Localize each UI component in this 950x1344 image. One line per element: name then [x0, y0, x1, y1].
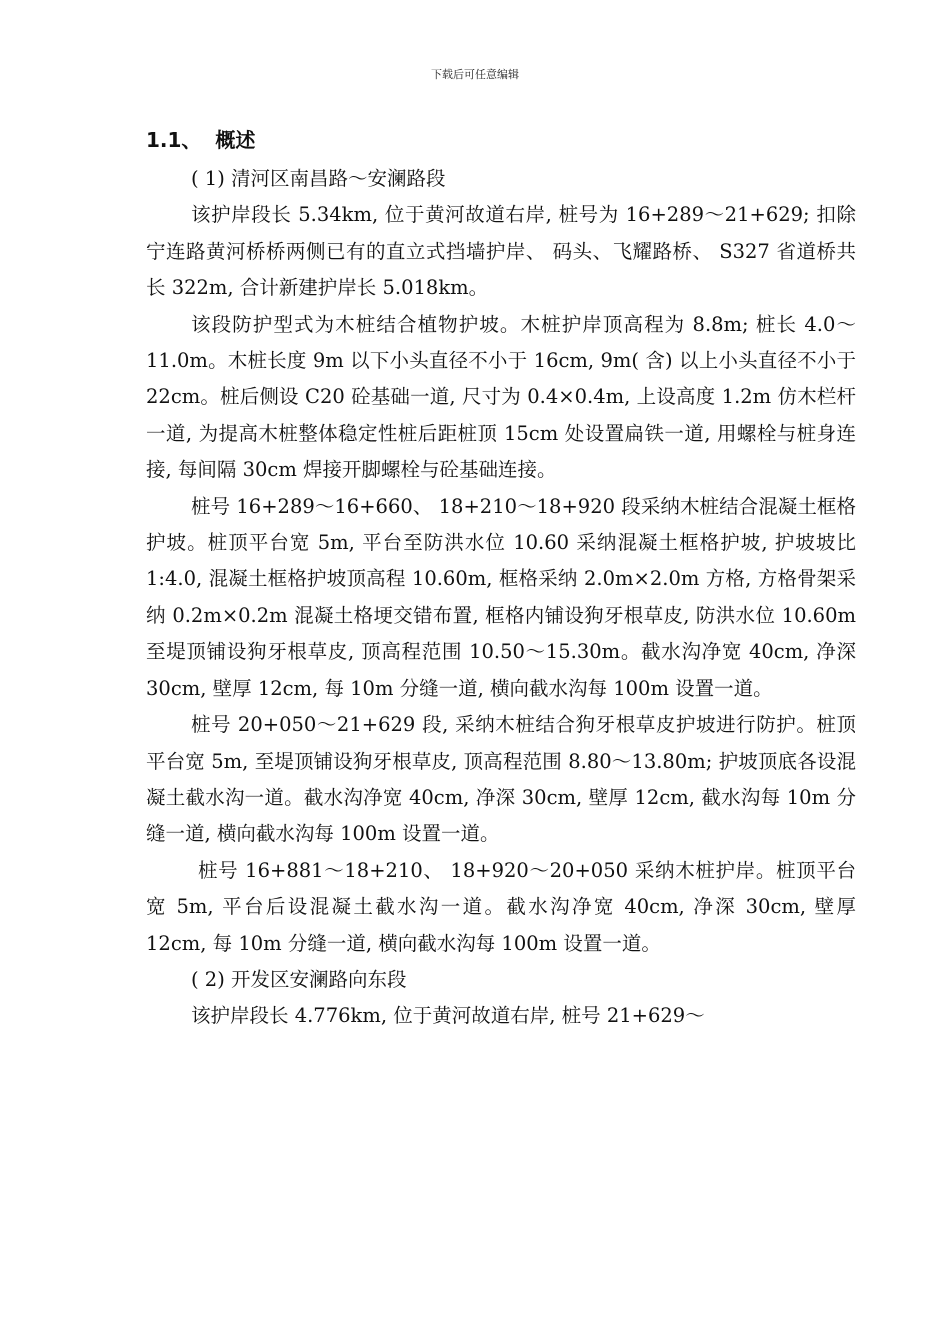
page-header: 下载后可任意编辑 [431, 68, 519, 81]
subsection-title: ( 1) 清河区南昌路～安澜路段 [191, 167, 446, 190]
section-heading [146, 124, 255, 153]
paragraph: 桩号 16+881～18+210、 18+920～20+050 采纳木桩护岸。桩顶平台宽 5m, 平台后设混凝土截水沟一道。截水沟净宽 40cm, 净深 30cm, 壁厚 12cm, 每 10m 分缝一道, 横向截水沟每 100m 设置一道。 [146, 858, 856, 955]
paragraph: 该护岸段长 4.776km, 位于黄河故道右岸, 桩号 21+629～ [191, 1004, 705, 1028]
body-text [146, 161, 856, 1035]
section-title: 概述 [215, 128, 256, 152]
paragraph: 桩号 20+050～21+629 段, 采纳木桩结合狗牙根草皮护坡进行防护。桩顶平台宽 5m, 至堤顶铺设狗牙根草皮, 顶高程范围 8.80～13.80m; 护坡顶底各设混凝土截水沟一道。截水沟净宽 40cm, 净深 30cm, 壁厚 12cm, 截水沟每 10m 分缝一道, 横向截水沟每 100m 设置一道。 [146, 713, 856, 846]
paragraph: 该段防护型式为木桩结合植物护坡。木桩护岸顶高程为 8.8m; 桩长 4.0～11.0m。木桩长度 9m 以下小头直径不小于 16cm, 9m( 含) 以上小头直径不小于 22cm。桩后侧设 C20 砼基础一道, 尺寸为 0.4×0.4m, 上设高度 1.2m 仿木栏杆一道, 为提高木桩整体稳定性桩后距桩顶 15cm 处设置扁铁一道, 用螺栓与桩身连接, 每间隔 30cm 焊接开脚螺栓与砼基础连接。 [146, 312, 856, 482]
subsection-title: ( 2) 开发区安澜路向东段 [191, 967, 407, 991]
paragraph: 桩号 16+289～16+660、 18+210～18+920 段采纳木桩结合混凝土框格护坡。桩顶平台宽 5m, 平台至防洪水位 10.60 采纳混凝土框格护坡, 护坡坡比 1:4.0, 混凝土框格护坡顶高程 10.60m, 框格采纳 2.0m×2.0m 方格, 方格骨架采纳 0.2m×0.2m 混凝土格埂交错布置, 框格内铺设狗牙根草皮, 防洪水位 10.60m 至堤顶铺设狗牙根草皮, 顶高程范围 10.50～15.30m。截水沟净宽 40cm, 净深 30cm, 壁厚 12cm, 每 10m 分缝一道, 横向截水沟每 100m 设置一道。 [146, 494, 856, 700]
paragraph: 该护岸段长 5.34km, 位于黄河故道右岸, 桩号为 16+289～21+629; 扣除宁连路黄河桥桥两侧已有的直立式挡墙护岸、 码头、飞耀路桥、 S327 省道桥共长 322m, 合计新建护岸长 5.018km。 [146, 203, 856, 300]
section-number: 1.1、 [146, 128, 202, 152]
